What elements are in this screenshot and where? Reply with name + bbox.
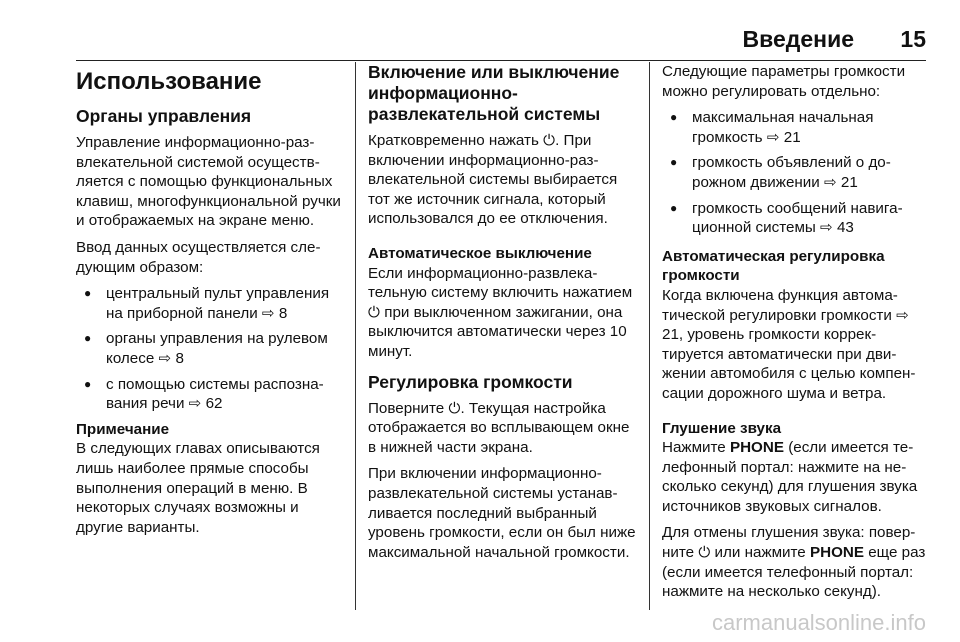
mute-heading: Глушение звука <box>662 419 782 437</box>
header-rule <box>76 60 926 61</box>
column-1 <box>76 62 344 544</box>
auto-volume-heading: Автоматическая регулировка громкости <box>662 247 885 285</box>
page-number: 15 <box>900 26 926 52</box>
list-item: ● максимальная начальная громкость ⇨ 21 <box>662 108 930 147</box>
column-3 <box>662 62 930 609</box>
power-paragraph: Кратковременно нажать ⏻. При включении информационно-развлекательной системы выбирается тот же источник сигнала, который использовался до ее отключения. <box>368 132 618 228</box>
auto-off-paragraph: Если информационно-развлекательную систему включить нажатием ⏻ при выключенном зажигании, она выключится автоматически через 10 минут. <box>368 264 633 360</box>
page-header <box>76 20 926 60</box>
column-divider-2 <box>649 62 650 610</box>
subsection-title-controls: Органы управления <box>76 106 252 126</box>
volume-params-paragraph: Следующие параметры громкости можно регулировать отдельно: <box>662 63 906 100</box>
note-title: Примечание <box>76 420 170 438</box>
list-item: ● громкость сообщений навигационной системы ⇨ 43 <box>662 199 930 238</box>
auto-off-heading: Автоматическое выключение <box>368 244 592 262</box>
controls-paragraph: Управление информационно-развлекательной системой осуществляется с помощью функциональных клавиш, многофункциональной ручки и отображаемых на экране меню. <box>76 134 341 230</box>
input-methods-list <box>76 284 344 414</box>
column-divider-1 <box>355 62 356 610</box>
section-title: Использование <box>76 68 262 95</box>
input-paragraph: Ввод данных осуществляется следующим образом: <box>76 238 321 276</box>
mute-paragraph: Нажмите PHONE (если имеется телефонный портал: нажмите на несколько секунд) для глушения звука источников звуковых сигналов. <box>662 439 918 515</box>
volume-params-list <box>662 108 930 238</box>
subsection-title-volume: Регулировка громкости <box>368 371 573 392</box>
phone-key-label: PHONE <box>809 544 864 562</box>
list-item: ● с помощью системы распознавания речи ⇨ 62 <box>76 375 344 414</box>
volume-paragraph-2: При включении информационно-развлекательной системы устанавливается последний выбранный уровень громкости, если он был ниже максимальной начальной громкости. <box>368 465 636 561</box>
column-2 <box>368 62 636 569</box>
subsection-title-power: Включение или выключение информационно-развлекательной системы <box>368 62 620 124</box>
auto-volume-paragraph: Когда включена функция автоматической регулировки громкости ⇨ 21, уровень громкости корректируется автоматически при движении автомобиля с целью компенсации дорожного шума и ветра. <box>662 286 916 402</box>
list-item: ● центральный пульт управления на приборной панели ⇨ 8 <box>76 284 344 323</box>
note-text: В следующих главах описываются лишь наиболее прямые способы выполнения операций в меню. В некоторых случаях возможны и другие варианты. <box>76 440 320 536</box>
phone-key-label: PHONE <box>729 439 784 457</box>
list-item: ● органы управления на рулевом колесе ⇨ 8 <box>76 329 344 368</box>
volume-paragraph-1: Поверните ⏻. Текущая настройка отображается во всплывающем окне в нижней части экрана. <box>368 399 630 456</box>
running-title: Введение <box>742 26 854 52</box>
list-item: ● громкость объявлений о дорожном движении ⇨ 21 <box>662 153 930 192</box>
watermark: carmanualsonline.info <box>711 610 926 635</box>
unmute-paragraph: Для отмены глушения звука: поверните ⏻ или нажмите PHONE еще раз (если имеется телефонный портал: нажмите на несколько секунд). <box>662 524 926 601</box>
